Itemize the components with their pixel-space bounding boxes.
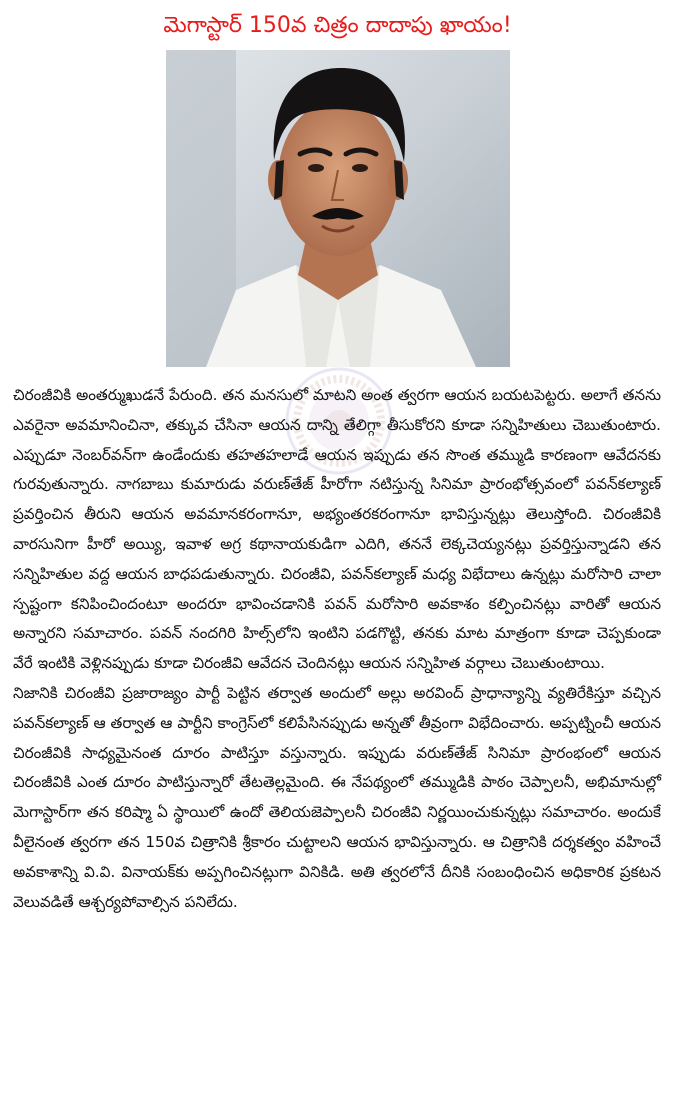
article-paragraph-2: నిజానికి చిరంజీవి ప్రజారాజ్యం పార్టీ పెట్టిన తర్వాత అందులో అల్లు అరవింద్ ప్రాధాన్యాన్ని వ్యతిరేకిస్తూ వచ్చిన పవన్‌కల్యాణ్ ఆ తర్వాత ఆ పార్టీని కాంగ్రెస్‌లో కలిపేసినప్పుడు అన్నతో తీవ్రంగా విభేదించారు. అప్పట్నించీ ఆయన చిరంజీవికి సాధ్యమైనంత దూరం పాటిస్తూ వస్తున్నారు. ఇప్పుడు వరుణ్‌తేజ్ సినిమా ప్రారంభంలో ఆయన చిరంజీవికి ఎంత దూరం పాటిస్తున్నారో తేటతెల్లమైంది. ఈ నేపథ్యంలో తమ్ముడికి పాఠం చెప్పాలనీ, అభిమానుల్లో మెగాస్టార్‌గా తన కరిష్మా ఏ స్థాయిలో ఉందో తెలియజెప్పాలనీ చిరంజీవి నిర్ణయించుకున్నట్లు సమాచారం. అందుకే వీలైనంత త్వరగా తన 150వ చిత్రానికి శ్రీకారం చుట్టాలని ఆయన భావిస్తున్నారు. ఆ చిత్రానికి దర్శకత్వం వహించే అవకాశాన్ని వి.వి. వినాయక్‌కు అప్పగించినట్లుగా వినికిడి. అతి త్వరలోనే దీనికి సంబంధించిన అధికారిక ప్రకటన వెలువడితే ఆశ్చర్యపోవాల్సిన పనిలేదు. xyxy=(13,683,661,911)
article-paragraph-1: చిరంజీవికి అంతర్ముఖుడనే పేరుంది. తన మనసులో మాటని అంత త్వరగా ఆయన బయటపెట్టరు. అలాగే తనను ఎవరైనా అవమానించినా, తక్కువ చేసినా ఆయన దాన్ని తేలిగ్గా తీసుకోరని కూడా సన్నిహితులు చెబుతుంటారు. ఎప్పుడూ నెంబర్‌వన్‌గా ఉండేందుకు తహతహలాడే ఆయన ఇప్పుడు తన సొంత తమ్ముడి కారణంగా ఆవేదనకు గురవుతున్నారు. నాగబాబు కుమారుడు వరుణ్‌తేజ్ హీరోగా నటిస్తున్న సినిమా ప్రారంభోత్సవంలో పవన్‌కల్యాణ్ ప్రవర్తించిన తీరుని ఆయన అవమానకరంగానూ, అభ్యంతరకరంగానూ భావిస్తున్నట్లు తెలుస్తోంది. చిరంజీవికి వారసునిగా హీరో అయ్యి, ఇవాళ అగ్ర కథానాయకుడిగా ఎదిగి, తననే లెక్కచెయ్యనట్లు ప్రవర్తిస్తున్నాడని తన సన్నిహితుల వద్ద ఆయన బాధపడుతున్నారు. చిరంజీవి, పవన్‌కల్యాణ్ మధ్య విభేదాలు ఉన్నట్లు మరోసారి చాలా స్పష్టంగా కనిపించిందంటూ అందరూ భావించడానికి పవన్ మరోసారి అవకాశం కల్పించినట్లు వారితో ఆయన అన్నారని సమాచారం. పవన్ నందగిరి హిల్స్‌లోని ఇంటిని పడగొట్టి, తనకు మాట మాత్రంగా కూడా చెప్పకుండా వేరే ఇంటికి వెళ్లినప్పుడు కూడా చిరంజీవి ఆవేదన చెందినట్లు ఆయన సన్నిహిత వర్గాలు చెబుతుంటాయి. xyxy=(13,386,661,673)
portrait-photo xyxy=(166,50,510,367)
headline: మెగాస్టార్ 150వ చిత్రం దాదాపు ఖాయం! xyxy=(163,13,512,38)
article-body xyxy=(13,381,661,917)
portrait-illustration xyxy=(166,50,510,367)
headline-container xyxy=(0,6,675,46)
